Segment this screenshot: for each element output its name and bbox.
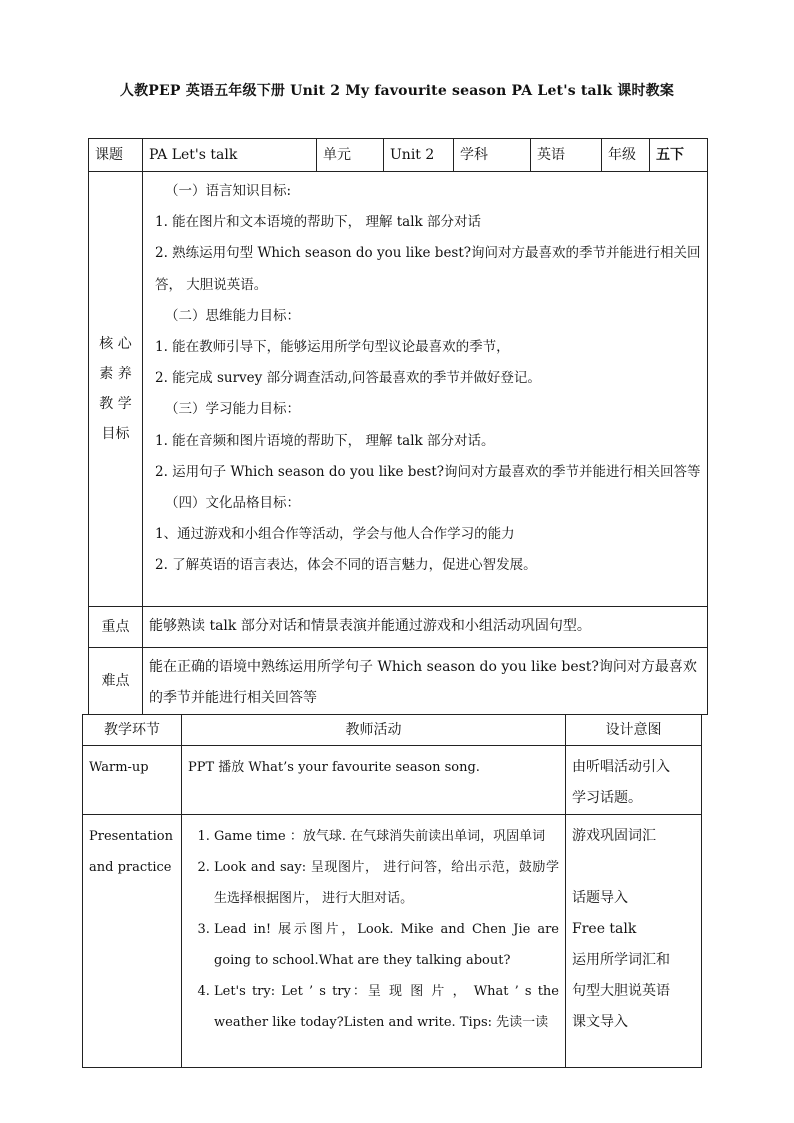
core-goals-content	[143, 172, 708, 607]
core-goals-row	[89, 172, 708, 607]
warmup-row	[83, 746, 702, 815]
key-point-text: 能够熟读 talk 部分对话和情景表演并能通过游戏和小组活动巩固句型。	[143, 607, 708, 648]
activity-item: 1. Game time ：放气球. 在气球消失前读出单词，巩固单词	[214, 821, 559, 852]
lesson-info-table	[88, 138, 708, 715]
presentation-stage: Presentation and practice	[83, 815, 182, 1068]
activity-item: 4. Let's try: Let ’ s try：呈 现 图 片 ， What ’ s the weather like today?Listen and write. Tips: 先读一读	[214, 976, 559, 1038]
subject-value: 英语	[531, 139, 602, 172]
warmup-activity: PPT 播放 What’s your favourite season song.	[182, 746, 566, 815]
goal-heading: （一）语言知识目标:	[165, 183, 292, 199]
difficulty-row	[89, 648, 708, 715]
presentation-row	[83, 815, 702, 1068]
goal-item: 2. 运用句子 Which season do you like best?询问对方最喜欢的季节并能进行相关回答等	[155, 463, 701, 480]
activity-header: 教师活动	[182, 715, 566, 746]
key-point-row	[89, 607, 708, 648]
goal-item: 1. 能在音频和图片语境的帮助下， 理解 talk 部分对话。	[155, 432, 495, 449]
key-point-label: 重点	[89, 607, 143, 648]
presentation-activities	[182, 815, 566, 1068]
difficulty-text: 能在正确的语境中熟练运用所学句子 Which season do you like best?询问对方最喜欢的季节并能进行相关回答等	[143, 648, 708, 715]
goal-item: 1、通过游戏和小组合作等活动，学会与他人合作学习的能力	[155, 526, 515, 543]
stage-header: 教学环节	[83, 715, 182, 746]
warmup-stage: Warm-up	[83, 746, 182, 815]
topic-label: 课题	[89, 139, 143, 172]
warmup-design: 由听唱活动引入 学习话题。	[566, 746, 702, 815]
goal-item: 2. 熟练运用句型 Which season do you like best?询问对方最喜欢的季节并能进行相关回答， 大胆说英语。	[155, 245, 701, 293]
topic-value: PA Let's talk	[143, 139, 317, 172]
process-header-row	[83, 715, 702, 746]
presentation-design: 游戏巩固词汇 话题导入 Free talk 运用所学词汇和 句型大胆说英语 课文导入	[566, 815, 702, 1068]
unit-value: Unit 2	[384, 139, 454, 172]
activity-item: 2. Look and say: 呈现图片， 进行问答，给出示范，鼓励学生选择根据图片， 进行大胆对话。	[214, 852, 559, 914]
goal-heading: （四）文化品格目标：	[165, 495, 300, 512]
document-title: 人教PEP 英语五年级下册 Unit 2 My favourite season PA Let's talk 课时教案	[119, 83, 675, 99]
design-header: 设计意图	[566, 715, 702, 746]
activity-item: 3. Lead in! 展示图片，Look. Mike and Chen Jie are going to school.What are they talking about?	[214, 914, 559, 976]
goal-item: 2. 能完成 survey 部分调查活动,问答最喜欢的季节并做好登记。	[155, 370, 541, 387]
core-goals-label: 核 心 素 养 教 学 目标	[89, 172, 143, 607]
unit-label: 单元	[317, 139, 384, 172]
subject-label: 学科	[454, 139, 531, 172]
goal-heading: （三）学习能力目标：	[165, 401, 300, 418]
goal-heading: （二）思维能力目标：	[165, 307, 300, 324]
goal-item: 1. 能在教师引导下，能够运用所学句型议论最喜欢的季节，	[155, 339, 510, 356]
grade-value: 五下	[650, 139, 708, 172]
header-row	[89, 139, 708, 172]
goal-item: 2. 了解英语的语言表达，体会不同的语言魅力，促进心智发展。	[155, 557, 537, 574]
teaching-process-table	[82, 714, 702, 1068]
grade-label: 年级	[602, 139, 650, 172]
difficulty-label: 难点	[89, 648, 143, 715]
goal-item: 1. 能在图片和文本语境的帮助下， 理解 talk 部分对话	[155, 214, 482, 231]
